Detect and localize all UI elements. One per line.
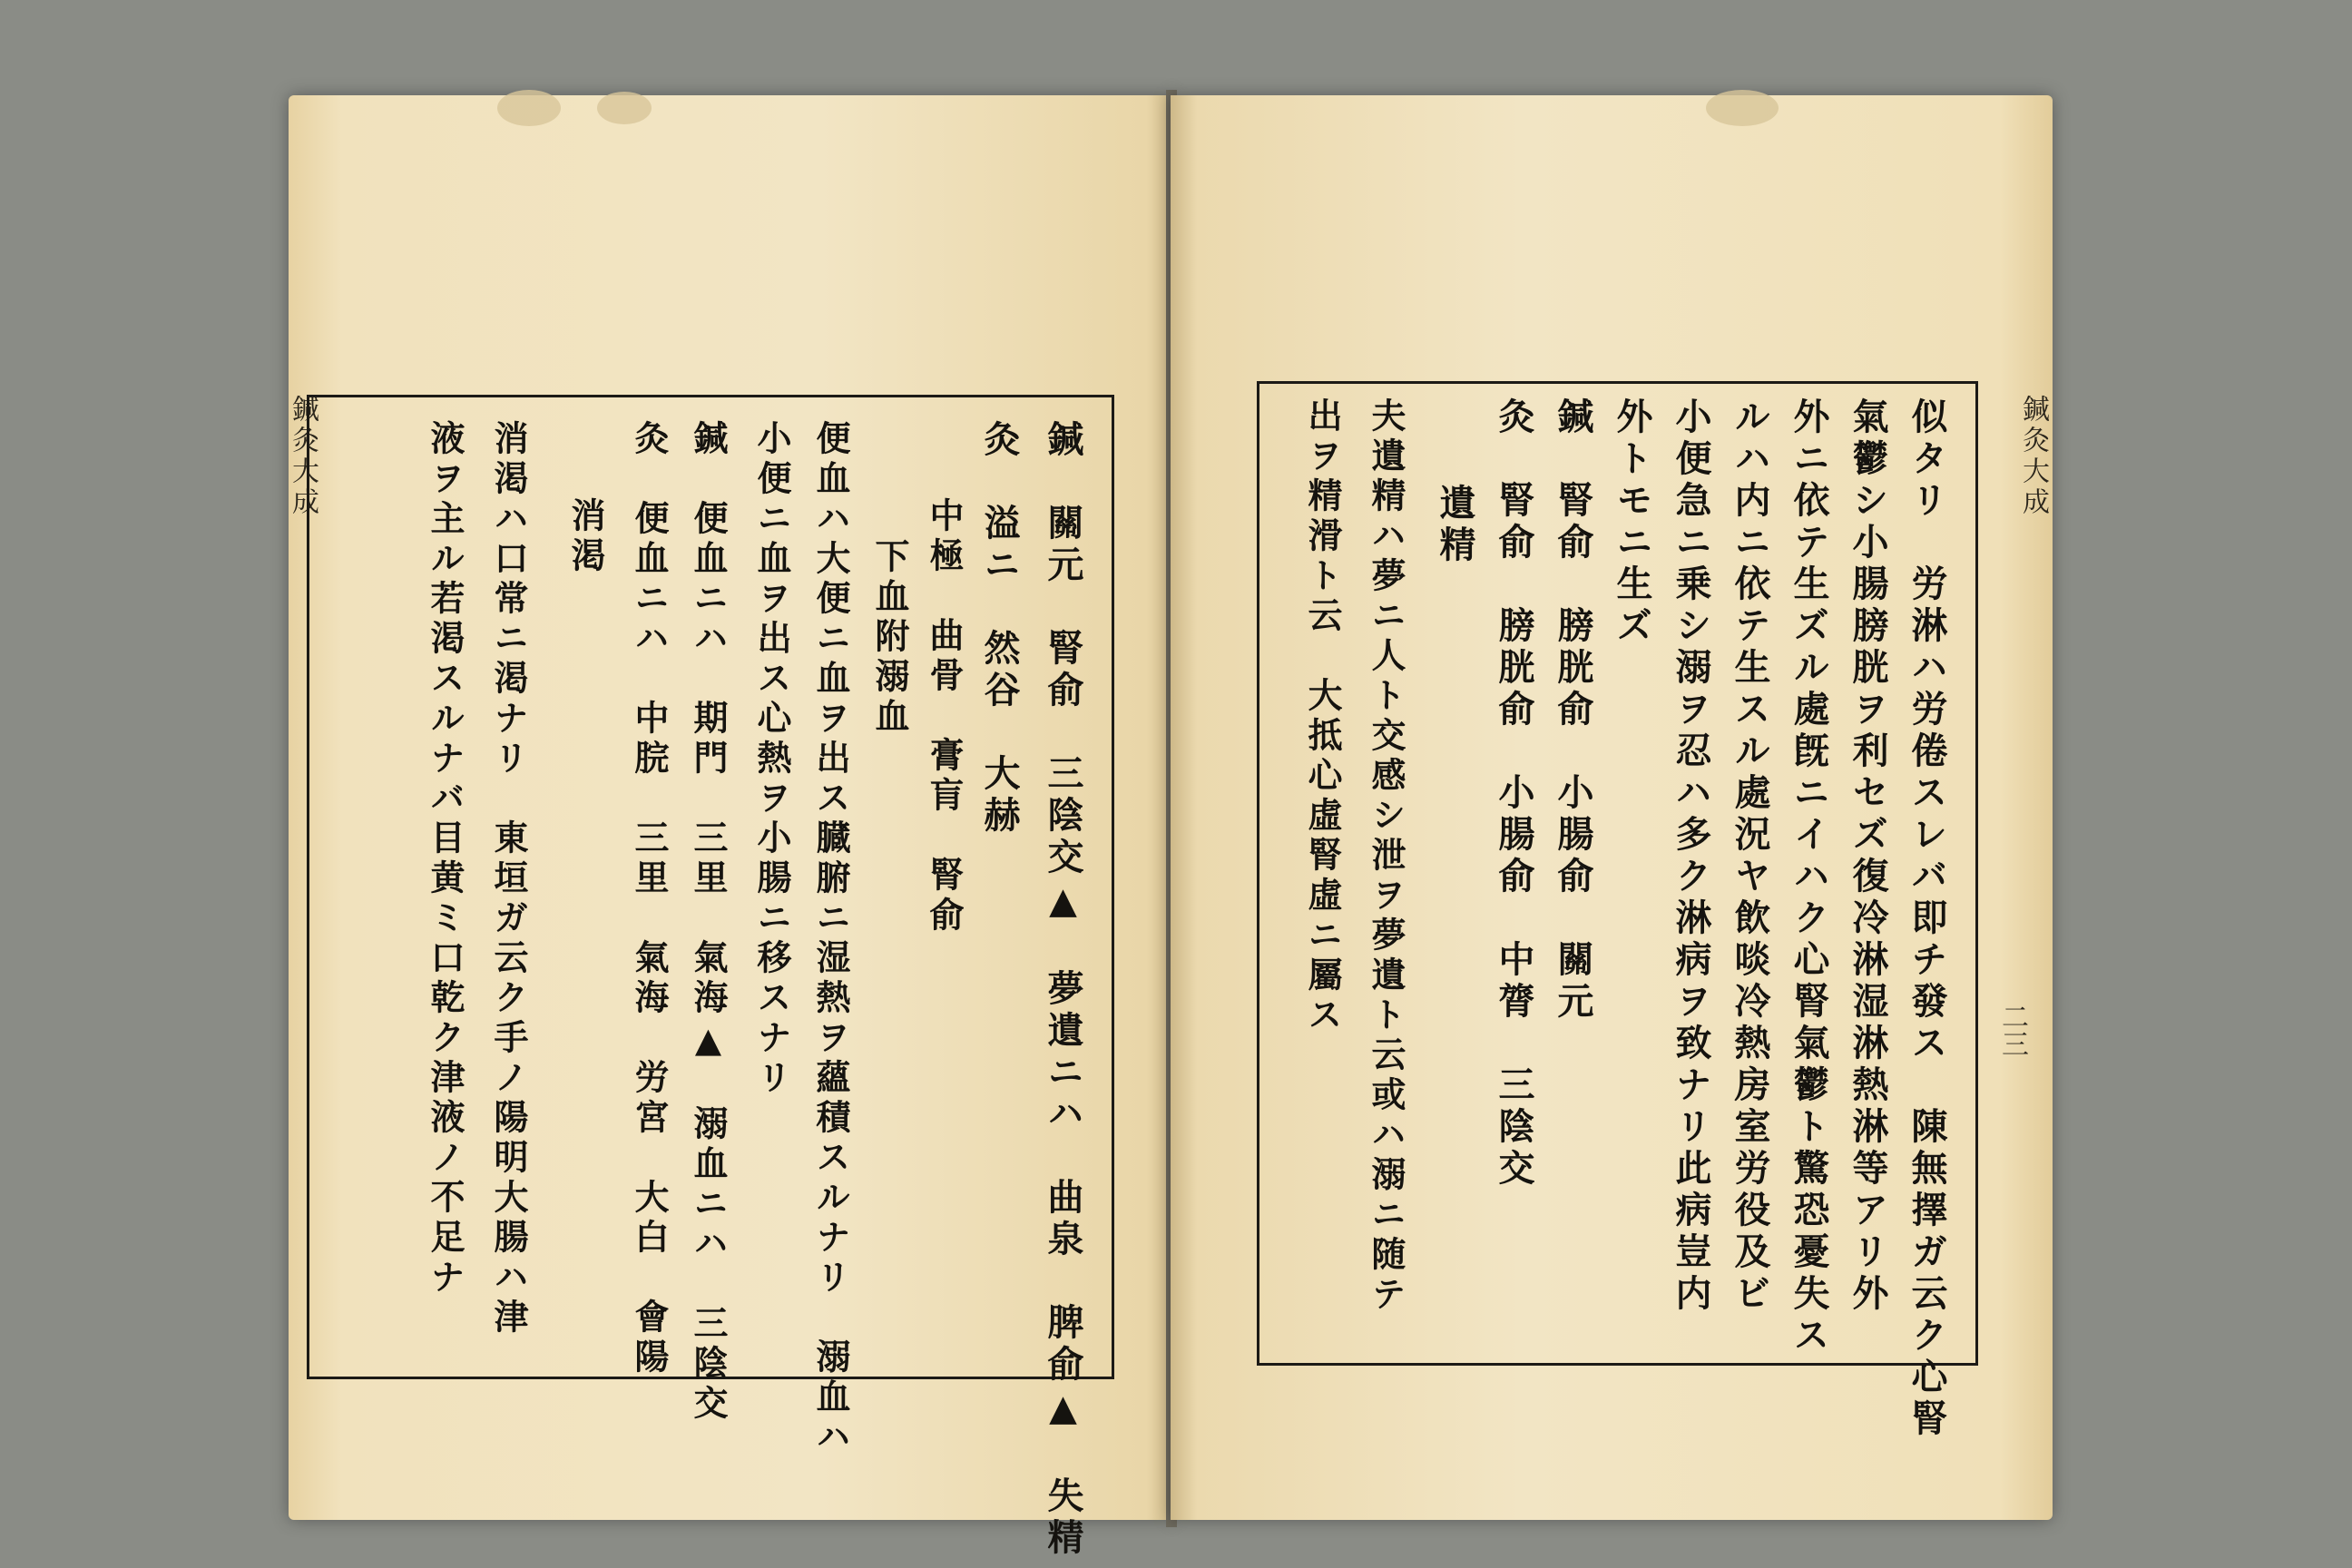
- text-column-1: 似タリ 労淋ハ労倦スレバ即チ發ス 陳無擇ガ云ク心腎: [1906, 397, 1948, 1441]
- text-column-9: 消渇: [565, 497, 606, 577]
- text-column-6: 小便ニ血ヲ出ス心熱ヲ小腸ニ移スナリ: [751, 420, 792, 1099]
- text-column-10: 夫遺精ハ夢ニ人ト交感シ泄ヲ夢遺ト云或ハ溺ニ随テ: [1366, 397, 1406, 1316]
- text-column-7: 鍼 腎俞 膀胱俞 小腸俞 關元: [1552, 397, 1594, 1024]
- text-column-3: 中極 曲骨 膏肓 腎俞: [924, 497, 965, 936]
- text-column-2: 灸 溢ニ 然谷 大赫: [978, 420, 1021, 838]
- side-title: 鍼灸大成: [287, 395, 318, 518]
- text-column-4: ルハ内ニ依テ生スル處況ヤ飲啖冷熱房室労役及ビ: [1729, 397, 1771, 1316]
- text-column-5: 便血ハ大便ニ血ヲ出ス臓腑ニ湿熱ヲ蘊積スルナリ 溺血ハ: [810, 420, 851, 1458]
- page-tear: [597, 92, 652, 124]
- page-tear: [1706, 90, 1779, 126]
- text-frame: [1257, 381, 1978, 1441]
- text-column-2: 氣鬱シ小腸膀胱ヲ利セズ復冷淋湿淋熱淋等アリ外: [1847, 397, 1889, 1316]
- text-frame: [307, 395, 1114, 1560]
- text-column-10: 消渇ハ口常ニ渇ナリ 東垣ガ云ク手ノ陽明大腸ハ津: [488, 420, 529, 1338]
- text-column-11: 出ヲ精滑ト云 大抵心虛腎虛ニ屬ス: [1302, 397, 1343, 1036]
- right-page: [1171, 95, 2053, 1520]
- side-title: 鍼灸大成: [2017, 395, 2049, 518]
- text-column-8: 灸 便血ニハ 中脘 三里 氣海 労宮 大白 會陽: [629, 420, 670, 1378]
- text-column-11: 液ヲ主ル若渇スルナバ目黄ミ口乾ク津液ノ不足ナ: [425, 420, 466, 1298]
- page-number: 二三: [1996, 1003, 2028, 1057]
- text-column-6: 外トモニ生ズ: [1611, 397, 1653, 648]
- text-column-8: 灸 腎俞 膀胱俞 小腸俞 中膂 三陰交: [1493, 397, 1535, 1191]
- book-spread: [272, 95, 2087, 1560]
- text-column-4: 下血附溺血: [869, 538, 910, 738]
- text-column-5: 小便急ニ乗シ溺ヲ忍ハ多ク淋病ヲ致ナリ此病豈内: [1670, 397, 1712, 1316]
- text-column-1: 鍼 關元 腎俞 三陰交▲ 夢遺ニハ 曲泉 脾俞▲ 失精: [1042, 420, 1084, 1560]
- text-column-3: 外ニ依テ生ズル處旣ニイハク心腎氣鬱ト驚恐憂失ス: [1788, 397, 1830, 1357]
- text-column-7: 鍼 便血ニハ 期門 三里 氣海▲ 溺血ニハ 三陰交: [688, 420, 729, 1425]
- page-tear: [497, 90, 561, 126]
- left-page: [287, 95, 1173, 1560]
- text-column-9: 遺精: [1434, 484, 1476, 567]
